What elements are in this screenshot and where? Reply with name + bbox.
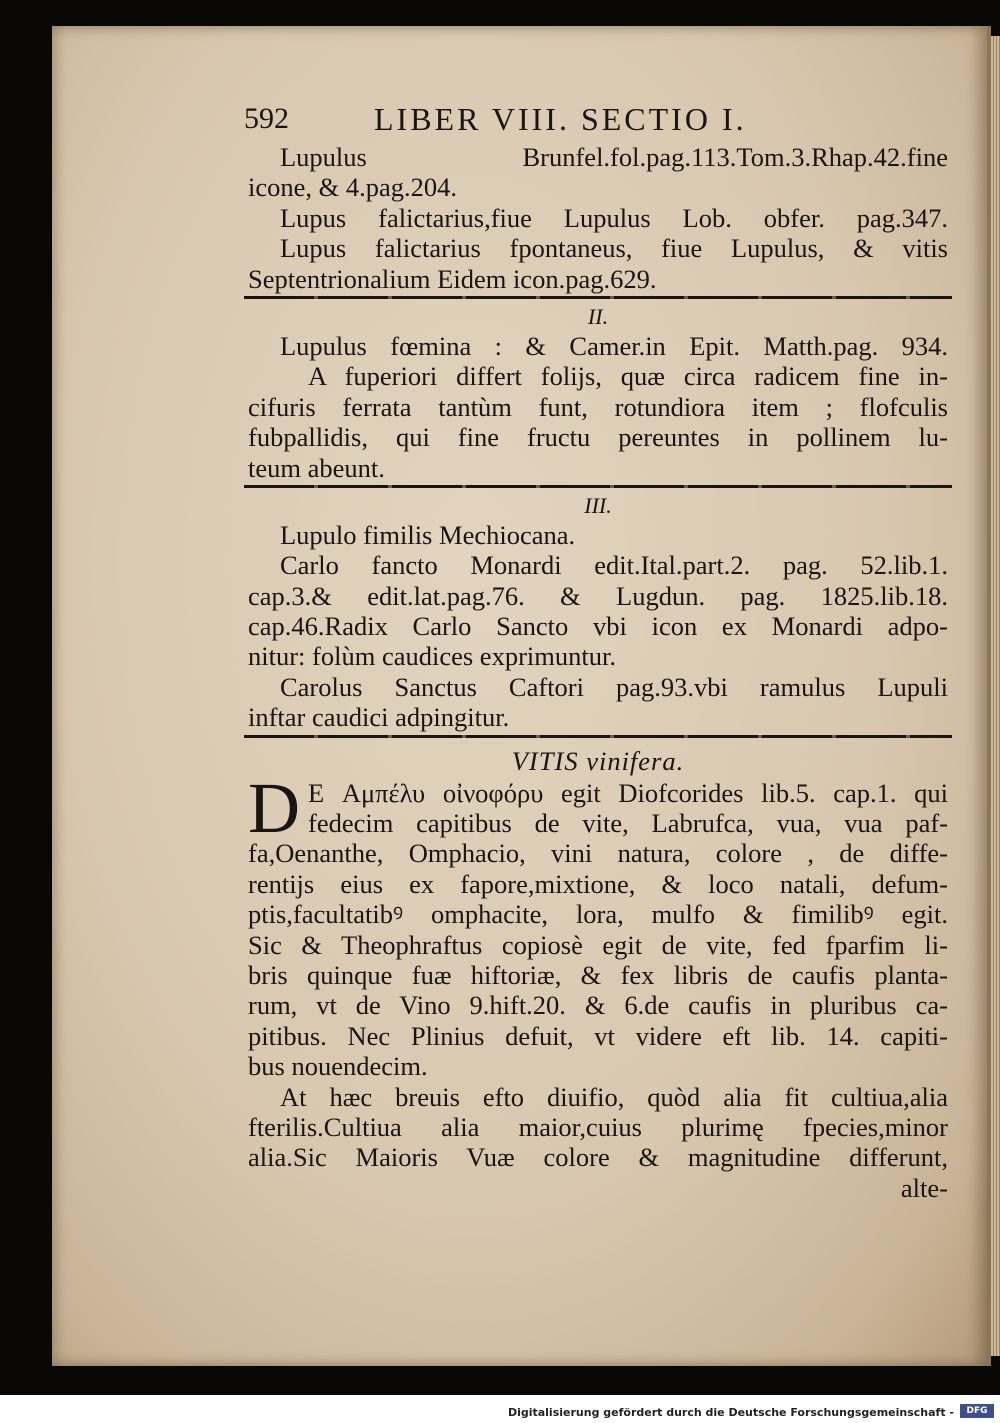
page-text [244, 100, 948, 1203]
text-line: fa,Oenanthe, Omphacio, vini natura, colore , de diffe- [248, 838, 948, 869]
text-line: Lupulo fimilis Mechiocana. [280, 519, 576, 550]
page-edges [991, 36, 1000, 1356]
text-line: Sic & Theophraftus copiosè egit de vite, fed fparfim li- [248, 929, 948, 960]
catchword: alte- [900, 1172, 948, 1203]
text-line: E Αμπέλυ οἰνοφόρυ egit Diofcorides lib.5. cap.1. qui [308, 777, 948, 808]
text-line: fubpallidis, qui fine fructu pereuntes in pollinem lu- [248, 422, 948, 453]
text-line: Lupulus Brunfel.fol.pag.113.Tom.3.Rhap.42.fine [280, 142, 948, 172]
text-line: teum abeunt. [248, 452, 385, 483]
section-heading: VITIS vinifera. [511, 745, 685, 776]
text-line: fedecim capitibus de vite, Labrufca, vua, vua paf- [308, 808, 948, 839]
text-line: bus nouendecim. [248, 1051, 428, 1082]
text-line: Lupus falictarius fpontaneus, fiue Lupulus, & vitis [280, 233, 948, 264]
text-line: nitur: folùm caudices exprimuntur. [248, 641, 616, 672]
text-line: Carolus Sanctus Caftori pag.93.vbi ramulus Lupuli [280, 671, 948, 702]
text-line: rum, vt de Vino 9.hift.20. & 6.de caufis in pluribus ca- [248, 990, 948, 1021]
text-line: Septentrionalium Eidem icon.pag.629. [248, 263, 657, 294]
section-rule [244, 735, 952, 738]
text-line: fterilis.Cultiua alia maior,cuius plurimę fpecies,minor [248, 1111, 948, 1142]
text-line: cifuris ferrata tantùm funt, rotundiora item ; flofculis [248, 391, 948, 422]
section-rule [244, 296, 952, 299]
section-rule [244, 485, 952, 488]
page-number: 592 [244, 102, 289, 135]
text-line: At hæc breuis efto diuifio, quòd alia fit cultiua,alia [280, 1081, 948, 1112]
text-line: cap.46.Radix Carlo Sancto vbi icon ex Monardi adpo- [248, 611, 948, 642]
text-line: alia.Sic Maioris Vuæ colore & magnitudine differunt, [248, 1142, 948, 1173]
text-line: pitibus. Nec Plinius defuit, vt videre eft lib. 14. capiti- [248, 1020, 948, 1051]
footer-bar [0, 1400, 1000, 1423]
text-line: ptis,facultatibꝰ omphacite, lora, mulfo & fimilibꝰ egit. [248, 899, 948, 930]
dfg-logo-icon: DFG [960, 1404, 994, 1418]
text-line: Lupus falictarius,fiue Lupulus Lob. obfer. pag.347. [280, 202, 948, 233]
funding-credit: Digitalisierung gefördert durch die Deutsche Forschungsgemeinschaft - [507, 1406, 954, 1419]
section-number: III. [584, 492, 612, 518]
text-line: bris quinque fuæ hiftoriæ, & fex libris de caufis planta- [248, 959, 948, 990]
text-line: inftar caudici adpingitur. [248, 702, 510, 733]
text-line: icone, & 4.pag.204. [248, 172, 458, 203]
drop-cap-block [248, 767, 948, 848]
drop-cap: D [248, 767, 300, 848]
section-number: II. [587, 303, 609, 329]
text-line: rentijs eius ex fapore,mixtione, & loco natali, defum- [248, 868, 948, 899]
text-line: cap.3.& edit.lat.pag.76. & Lugdun. pag. 1825.lib.18. [248, 580, 948, 611]
text-line: Lupulus fœmina : & Camer.in Epit. Matth.pag. 934. [280, 330, 948, 361]
running-title: LIBER VIII. SECTIO I. [374, 101, 747, 137]
text-line: Carlo fancto Monardi edit.Ital.part.2. pag. 52.lib.1. [280, 550, 948, 581]
text-line: A fuperiori differt folijs, quæ circa radicem fine in- [308, 361, 948, 392]
page-header [244, 100, 948, 140]
